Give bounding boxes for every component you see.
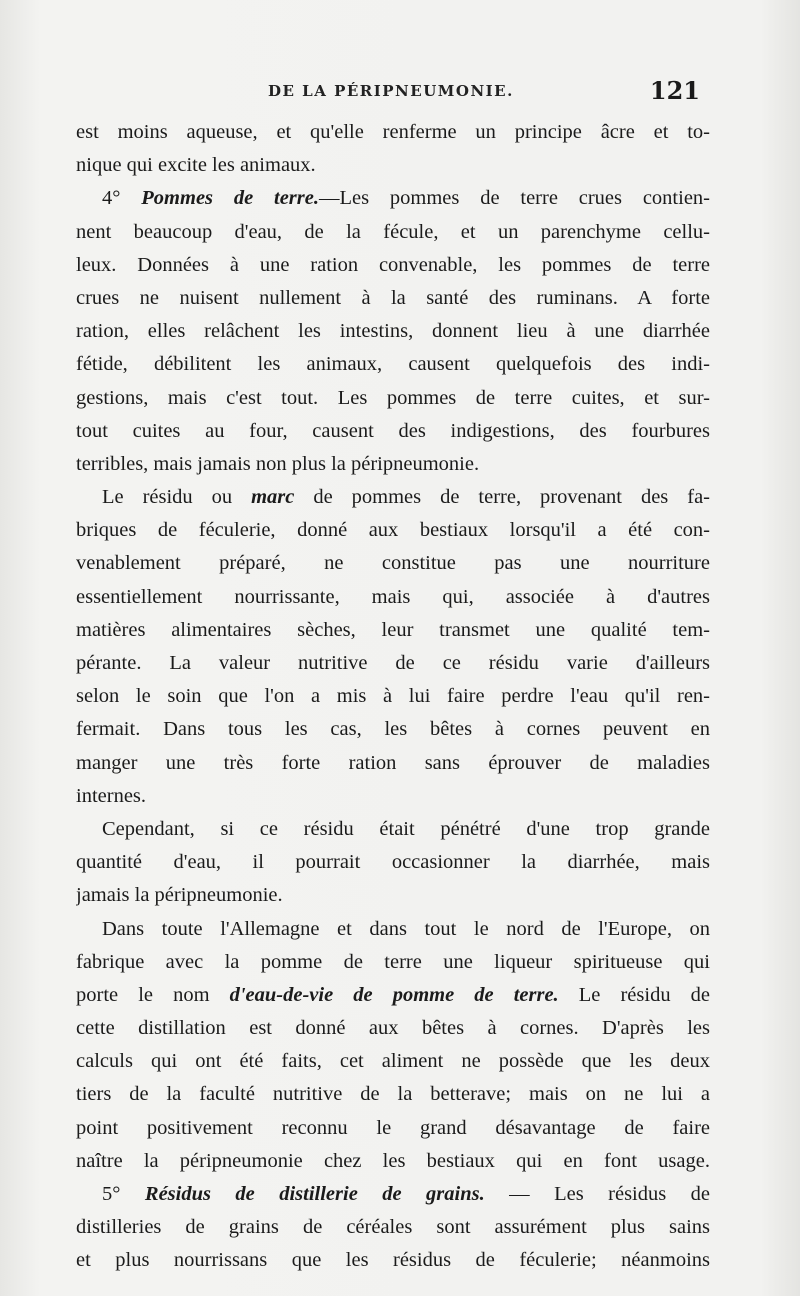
text-line bbox=[76, 1211, 710, 1244]
line-text: cette distillation est donné aux bêtes à cornes. D'après les bbox=[76, 1017, 710, 1040]
text-line bbox=[76, 747, 710, 780]
line-text: et plus nourrissans que les résidus de féculerie; néanmoins bbox=[76, 1249, 710, 1272]
text-line bbox=[76, 680, 710, 713]
text-line bbox=[76, 149, 710, 182]
line-text: ration, elles relâchent les intestins, donnent lieu à une diarrhée bbox=[76, 320, 710, 343]
text-line bbox=[76, 1045, 710, 1078]
text-line bbox=[76, 448, 710, 481]
text-line bbox=[76, 514, 710, 547]
text-line bbox=[76, 1078, 710, 1111]
text-line bbox=[76, 581, 710, 614]
line-text: Le résidu de bbox=[558, 983, 710, 1006]
text-line bbox=[76, 481, 710, 514]
line-text: manger une très forte ration sans éprouver de maladies bbox=[76, 751, 710, 774]
text-line bbox=[76, 1145, 710, 1178]
page-number: 121 bbox=[649, 76, 700, 105]
text-line bbox=[76, 1012, 710, 1045]
text-line bbox=[76, 415, 710, 448]
text-line bbox=[76, 1178, 710, 1211]
text-line bbox=[76, 913, 710, 946]
body-text bbox=[76, 116, 710, 1278]
text-line bbox=[76, 116, 710, 149]
text-line bbox=[76, 614, 710, 647]
text-line bbox=[76, 1244, 710, 1277]
line-text: de pommes de terre, provenant des fa- bbox=[294, 486, 710, 509]
line-text: leux. Données à une ration convenable, les pommes de terre bbox=[76, 253, 710, 276]
line-text: tout cuites au four, causent des indigestions, des fourbures bbox=[76, 419, 710, 442]
line-text: venablement préparé, ne constitue pas une nourriture bbox=[76, 552, 710, 575]
line-text: Dans toute l'Allemagne et dans tout le nord de l'Europe, on bbox=[102, 917, 710, 940]
line-prefix: porte le nom bbox=[76, 983, 230, 1006]
text-line bbox=[76, 182, 710, 215]
text-line bbox=[76, 713, 710, 746]
text-line bbox=[76, 780, 710, 813]
text-line bbox=[76, 547, 710, 580]
line-text: distilleries de grains de céréales sont assurément plus sains bbox=[76, 1216, 710, 1239]
line-text: pérante. La valeur nutritive de ce résidu varie d'ailleurs bbox=[76, 652, 710, 674]
line-text: tiers de la faculté nutritive de la betterave; mais on ne lui a bbox=[76, 1083, 710, 1106]
text-line bbox=[76, 813, 710, 846]
line-text: crues ne nuisent nullement à la santé des ruminans. A forte bbox=[76, 286, 710, 309]
text-line bbox=[76, 382, 710, 415]
line-text: quantité d'eau, il pourrait occasionner la diarrhée, mais bbox=[76, 851, 710, 874]
line-text: matières alimentaires sèches, leur transmet une qualité tem- bbox=[76, 618, 710, 641]
italic-term: Résidus de distillerie de grains. bbox=[144, 1183, 485, 1205]
line-prefix: 4° bbox=[102, 187, 142, 210]
line-text: Cependant, si ce résidu était pénétré d'une trop grande bbox=[102, 817, 710, 840]
line-text: naître la péripneumonie chez les bestiaux qui en font usage. bbox=[76, 1149, 710, 1172]
line-text: nent beaucoup d'eau, de la fécule, et un parenchyme cellu- bbox=[76, 220, 710, 243]
line-text: briques de féculerie, donné aux bestiaux lorsqu'il a été con- bbox=[76, 519, 710, 542]
line-text: internes. bbox=[76, 784, 147, 807]
line-text: gestions, mais c'est tout. Les pommes de terre cuites, et sur- bbox=[76, 386, 710, 409]
text-line bbox=[76, 1112, 710, 1145]
line-prefix: Le résidu ou bbox=[102, 486, 252, 509]
text-line bbox=[76, 879, 710, 912]
text-line bbox=[76, 282, 710, 315]
line-text: —Les pommes de terre crues contien- bbox=[319, 187, 710, 210]
italic-term: marc bbox=[251, 486, 295, 509]
line-text: selon le soin que l'on a mis à lui faire perdre l'eau qu'il ren- bbox=[76, 685, 710, 708]
line-text: jamais la péripneumonie. bbox=[76, 884, 283, 907]
text-line bbox=[76, 216, 710, 249]
line-text: fabrique avec la pomme de terre une liqueur spiritueuse qui bbox=[76, 950, 710, 973]
text-line bbox=[76, 249, 710, 282]
line-text: point positivement reconnu le grand désavantage de faire bbox=[76, 1116, 710, 1139]
text-line bbox=[76, 979, 710, 1012]
italic-term: d'eau-de-vie de pomme de terre. bbox=[229, 983, 559, 1006]
line-text: est moins aqueuse, et qu'elle renferme un principe âcre et to- bbox=[76, 121, 710, 143]
line-text: nique qui excite les animaux. bbox=[76, 154, 316, 177]
text-line bbox=[76, 315, 710, 348]
text-line bbox=[76, 647, 710, 680]
text-line bbox=[76, 946, 710, 979]
text-line bbox=[76, 348, 710, 381]
page-header bbox=[104, 74, 700, 110]
line-text: terribles, mais jamais non plus la péripneumonie. bbox=[76, 452, 480, 475]
line-text: — Les résidus de bbox=[484, 1183, 710, 1205]
line-text: fétide, débilitent les animaux, causent quelquefois des indi- bbox=[76, 353, 710, 376]
text-line bbox=[76, 846, 710, 879]
running-head: DE LA PÉRIPNEUMONIE. bbox=[268, 82, 514, 100]
line-prefix: 5° bbox=[102, 1183, 145, 1205]
italic-term: Pommes de terre. bbox=[141, 187, 319, 210]
line-text: calculs qui ont été faits, cet aliment ne possède que les deux bbox=[76, 1050, 710, 1073]
line-text: fermait. Dans tous les cas, les bêtes à cornes peuvent en bbox=[76, 718, 710, 741]
line-text: essentiellement nourrissante, mais qui, associée à d'autres bbox=[76, 585, 710, 608]
